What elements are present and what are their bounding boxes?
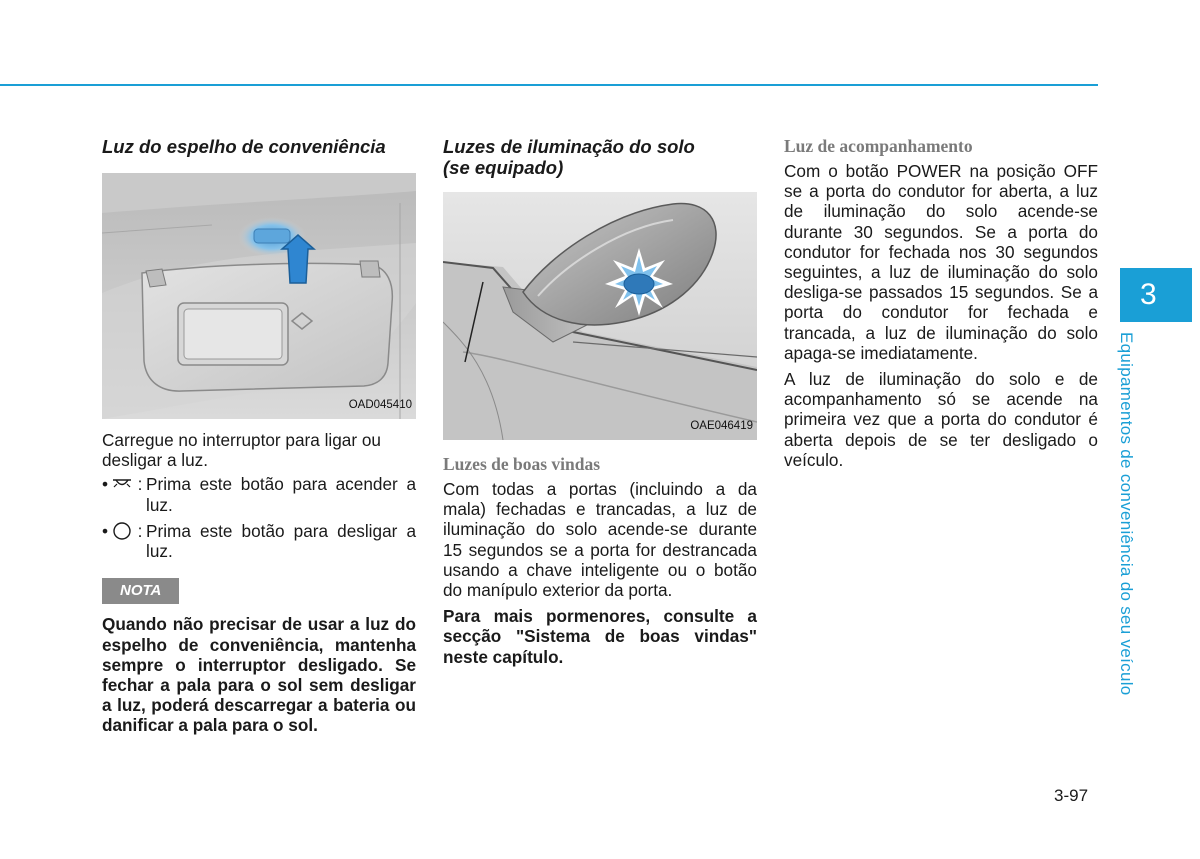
section-heading: Luz do espelho de conveniência bbox=[102, 136, 386, 157]
chapter-number-tab: 3 bbox=[1120, 268, 1192, 322]
welcome-lights-reference: Para mais pormenores, consulte a secção "Sistema de boas vindas" neste capítulo. bbox=[443, 606, 757, 667]
sun-visor-illustration bbox=[102, 173, 416, 419]
bullet-dot: • bbox=[102, 474, 109, 495]
sun-visor-figure bbox=[102, 173, 416, 419]
mirror-puddle-lamp-illustration bbox=[443, 192, 757, 440]
column-ground-light bbox=[443, 134, 757, 667]
bullet-colon: : bbox=[137, 520, 143, 541]
section-heading-line1: Luzes de iluminação do solo bbox=[443, 136, 695, 157]
bullet-text: Prima este botão para acender a luz. bbox=[146, 474, 416, 515]
nota-wrap bbox=[102, 578, 416, 604]
bullet-text: Prima este botão para desligar a luz. bbox=[146, 520, 416, 562]
section-heading-line2: (se equipado) bbox=[443, 157, 564, 178]
lamp-off-icon bbox=[110, 521, 134, 541]
chapter-title: Equipamentos de conveniência do seu veículo bbox=[1117, 332, 1136, 696]
welcome-lights-text: Com todas a portas (incluindo a da mala) fechadas e trancadas, a luz de iluminação do solo acende-se durante 15 segundos se a porta for destrancada usando a chave inteligente ou o botão do manípulo exterior da porta. bbox=[443, 479, 757, 601]
escort-light-text: Com o botão POWER na posição OFF se a porta do condutor for aberta, a luz de iluminação do solo acende-se durante 30 segundos. Se a porta do condutor for fechada nos 30 segundos seguintes, a luz de iluminação do solo desliga-se passados 15 segundos. Se a porta do condutor for fechada e trancada, a luz de iluminação do solo apaga-se imediatamente. bbox=[784, 161, 1098, 363]
chapter-title-vertical bbox=[1117, 332, 1162, 696]
bullet-dot: • bbox=[102, 520, 109, 541]
escort-light-note: A luz de iluminação do solo e de acompanhamento só se acende na primeira vez que a porta do condutor é aberta depois de se ter desligado o veículo. bbox=[784, 369, 1098, 470]
bullet-colon: : bbox=[137, 474, 143, 495]
column-mirror-light bbox=[102, 134, 416, 736]
page-number: 3-97 bbox=[1054, 786, 1089, 805]
ground-light-figure bbox=[443, 192, 757, 440]
lamp-on-icon bbox=[110, 474, 134, 494]
nota-text: Quando não precisar de usar a luz do espelho de conveniência, mantenha sempre o interruptor desligado. Se fechar a pala para o sol sem desligar a luz, poderá descarregar a bateria ou danificar a pala para o sol. bbox=[102, 614, 416, 736]
subheading-welcome-lights: Luzes de boas vindas bbox=[443, 454, 601, 474]
nota-label: NOTA bbox=[102, 578, 179, 604]
column-escort-light bbox=[784, 134, 1098, 470]
bullet-item-on bbox=[102, 474, 416, 514]
section-heading bbox=[443, 136, 757, 178]
bullet-item-off bbox=[102, 521, 416, 561]
figure-code: OAD045410 bbox=[348, 398, 412, 411]
mirror-light-intro: Carregue no interruptor para ligar ou desligar a luz. bbox=[102, 430, 381, 471]
subheading-escort-light: Luz de acompanhamento bbox=[784, 136, 973, 156]
top-rule bbox=[0, 84, 1098, 86]
figure-code: OAE046419 bbox=[690, 419, 753, 432]
